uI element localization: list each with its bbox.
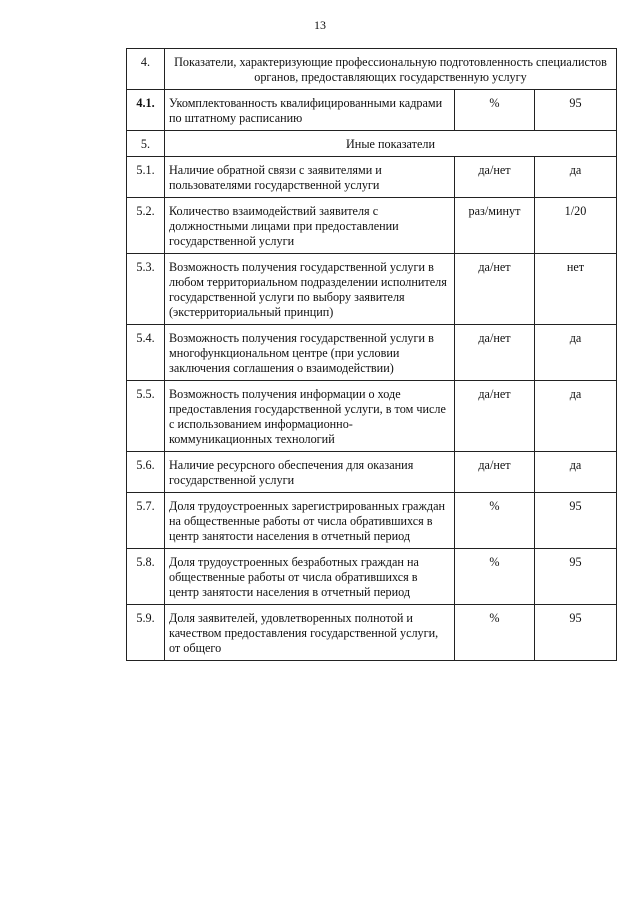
- indicator-unit: да/нет: [455, 157, 535, 198]
- indicator-value: 95: [535, 605, 617, 661]
- indicator-unit: да/нет: [455, 452, 535, 493]
- section-header-row: [127, 49, 617, 90]
- table-row: [127, 90, 617, 131]
- indicator-name: Доля трудоустроенных зарегистрированных граждан на общественные работы от числа обратившихся в центр занятости населения в отчетный период: [165, 493, 455, 549]
- row-number: 5.6.: [127, 452, 165, 493]
- indicator-value: 95: [535, 493, 617, 549]
- indicators-table-body: [127, 49, 617, 661]
- indicator-unit: %: [455, 493, 535, 549]
- indicator-unit: да/нет: [455, 254, 535, 325]
- indicators-table: [126, 48, 617, 661]
- page-number: 13: [314, 18, 326, 32]
- indicator-value: 95: [535, 90, 617, 131]
- table-row: [127, 493, 617, 549]
- indicator-name: Укомплектованность квалифицированными кадрами по штатному расписанию: [165, 90, 455, 131]
- section-title: Показатели, характеризующие профессиональную подготовленность специалистов органов, предоставляющих государственную услугу: [165, 49, 617, 90]
- section-title: Иные показатели: [165, 131, 617, 157]
- indicator-name: Доля трудоустроенных безработных граждан на общественные работы от числа обратившихся в центр занятости населения в отчетный период: [165, 549, 455, 605]
- row-number: 4.1.: [127, 90, 165, 131]
- indicator-name: Наличие ресурсного обеспечения для оказания государственной услуги: [165, 452, 455, 493]
- table-row: [127, 605, 617, 661]
- indicator-unit: %: [455, 549, 535, 605]
- indicator-name: Возможность получения информации о ходе предоставления государственной услуги, в том числе с использованием информационно-коммуникационных технологий: [165, 381, 455, 452]
- indicator-value: да: [535, 325, 617, 381]
- indicator-name: Возможность получения государственной услуги в любом территориальном подразделении исполнителя государственной услуги по выбору заявителя (экстерриториальный принцип): [165, 254, 455, 325]
- table-row: [127, 452, 617, 493]
- table-row: [127, 198, 617, 254]
- table-row: [127, 549, 617, 605]
- indicator-unit: %: [455, 90, 535, 131]
- indicator-name: Количество взаимодействий заявителя с должностными лицами при предоставлении государственной услуги: [165, 198, 455, 254]
- indicator-unit: да/нет: [455, 325, 535, 381]
- table-row: [127, 157, 617, 198]
- indicator-value: да: [535, 157, 617, 198]
- row-number: 5.3.: [127, 254, 165, 325]
- row-number: 5.4.: [127, 325, 165, 381]
- row-number: 5.9.: [127, 605, 165, 661]
- indicator-name: Наличие обратной связи с заявителями и пользователями государственной услуги: [165, 157, 455, 198]
- row-number: 5.7.: [127, 493, 165, 549]
- row-number: 5.8.: [127, 549, 165, 605]
- indicator-unit: раз/минут: [455, 198, 535, 254]
- indicator-name: Доля заявителей, удовлетворенных полнотой и качеством предоставления государственной услуги, от общего: [165, 605, 455, 661]
- table-row: [127, 325, 617, 381]
- row-number: 5.1.: [127, 157, 165, 198]
- indicator-value: нет: [535, 254, 617, 325]
- indicator-value: 95: [535, 549, 617, 605]
- indicator-name: Возможность получения государственной услуги в многофункциональном центре (при условии заключения соглашения о взаимодействии): [165, 325, 455, 381]
- indicator-unit: %: [455, 605, 535, 661]
- indicator-value: да: [535, 452, 617, 493]
- section-header-row: [127, 131, 617, 157]
- table-row: [127, 254, 617, 325]
- row-number: 5.: [127, 131, 165, 157]
- indicator-unit: да/нет: [455, 381, 535, 452]
- indicator-value: 1/20: [535, 198, 617, 254]
- row-number: 5.2.: [127, 198, 165, 254]
- indicator-value: да: [535, 381, 617, 452]
- table-row: [127, 381, 617, 452]
- row-number: 5.5.: [127, 381, 165, 452]
- row-number: 4.: [127, 49, 165, 90]
